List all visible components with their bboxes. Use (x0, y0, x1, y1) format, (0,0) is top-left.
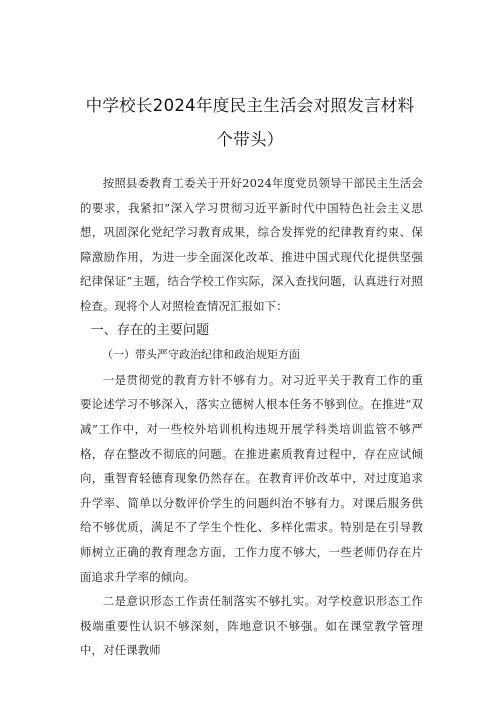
subsection-heading: （一）带头严守政治纪律和政治规矩方面 (102, 348, 300, 362)
body-paragraph-2: 二是意识形态工作责任制落实不够扎实。对学校意识形态工作极端重要性认识不够深刻，阵地意识不够强。如在课堂教学管理中，对任课教师 (80, 594, 423, 658)
intro-paragraph: 按照县委教育工委关于开好2024年度党员领导干部民主生活会的要求，我紧扣”深入学习贯彻习近平新时代中国特色社会主义思想，巩固深化党纪学习教育成果，综合发挥党的纪律教育约束、保障激励作用，为进一步全面深化改革、推进中国式现代化提供坚强纪律保证”主题，结合学校工作实际，深入查找问题，认真进行对照检查。现将个人对照检查情况汇报如下： (80, 176, 423, 313)
document-body (80, 171, 423, 663)
document-title-continued: 个带头） (216, 130, 284, 149)
section-heading: 一、存在的主要问题 (90, 322, 210, 338)
document-title: 中学校长2024年度民主生活会对照发言材料 (85, 96, 415, 115)
body-paragraph-1: 一是贯彻党的教育方针不够有力。对习近平关于教育工作的重要论述学习不够深入，落实立德树人根本任务不够到位。在推进“双减”工作中，对一些校外培训机构违规开展学科类培训监管不够严格，存在整改不彻底的问题。在推进素质教育过程中，存在应试倾向，重智育轻德育现象仍然存在。在教育评价改革中，对过度追求升学率、简单以分数评价学生的问题纠治不够有力。对课后服务供给不够优质，满足不了学生个性化、多样化需求。特别是在引导教师树立正确的教育理念方面，工作力度不够大，一些老师仍存在片面追求升学率的倾向。 (80, 372, 423, 584)
